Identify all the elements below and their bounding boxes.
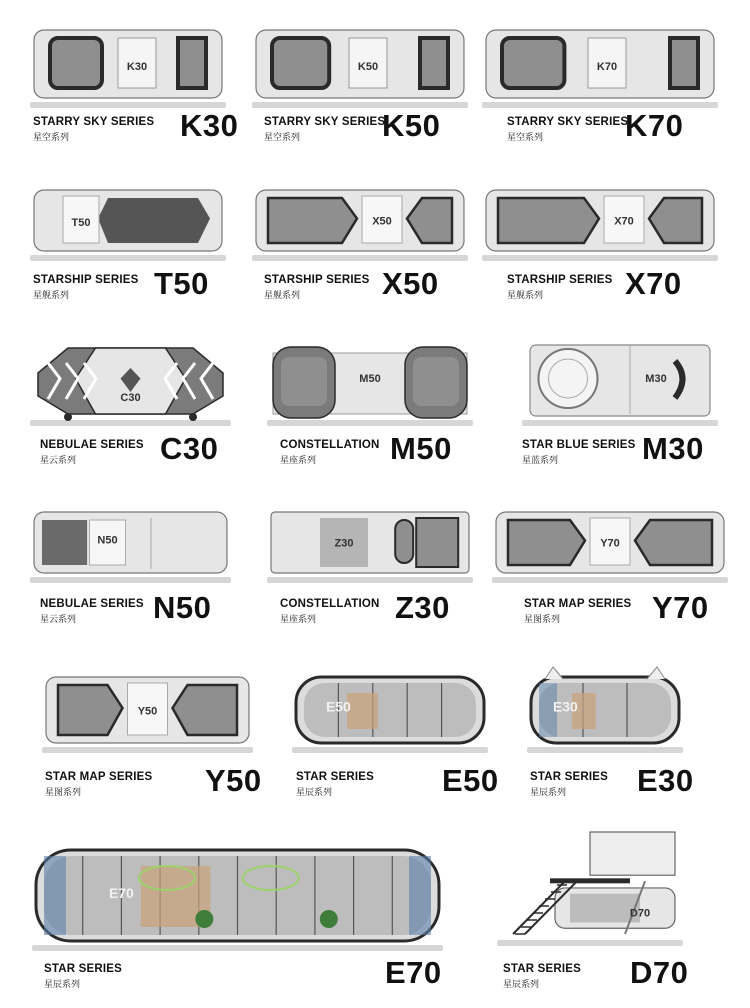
series-name-chinese: 星蓝系列: [522, 456, 559, 466]
pod-illustration: [28, 333, 233, 428]
pod-body: [292, 677, 488, 753]
series-name-chinese: 星图系列: [45, 788, 82, 798]
pod-illustration: [250, 178, 470, 263]
model-code: C30: [160, 431, 219, 466]
model-code: M50: [390, 431, 452, 466]
model-card-k30: [28, 18, 243, 168]
series-name-chinese: 星舰系列: [33, 291, 70, 301]
model-card-e50: [290, 665, 510, 800]
pod-illustration: [28, 500, 233, 585]
series-name-chinese: 星图系列: [524, 615, 561, 625]
pod-illustration: [265, 333, 475, 428]
pod-badge: X70: [614, 215, 634, 228]
model-code: D70: [630, 955, 689, 990]
series-name-chinese: 星空系列: [264, 133, 301, 143]
series-name: CONSTELLATION: [280, 439, 380, 451]
model-card-n50: [28, 500, 243, 630]
series-name: STAR SERIES: [530, 771, 609, 783]
pod-body: [30, 512, 231, 583]
pod-badge: K70: [596, 61, 618, 74]
pod-badge: Y70: [600, 537, 620, 550]
model-card-x50: [250, 178, 480, 308]
series-name: CONSTELLATION: [280, 598, 380, 610]
series-name: STARSHIP SERIES: [264, 274, 370, 286]
pod-body: [267, 512, 473, 583]
model-card-t50: [28, 178, 243, 308]
pod-body: [32, 850, 443, 951]
pod-body: [497, 832, 683, 946]
pod-illustration: [30, 838, 445, 953]
pod-body: [252, 30, 468, 108]
model-code: E70: [385, 955, 442, 990]
pod-body: [492, 512, 728, 583]
pod-illustration: [28, 18, 228, 110]
model-code: K50: [382, 108, 441, 143]
pod-body: [267, 347, 473, 426]
series-name-chinese: 星座系列: [280, 456, 317, 466]
series-name: NEBULAE SERIES: [40, 439, 144, 451]
series-name-chinese: 星云系列: [40, 456, 77, 466]
pod-badge: M30: [645, 373, 667, 386]
pod-badge: K30: [126, 61, 148, 74]
pod-body: [482, 190, 718, 261]
model-card-k50: [250, 18, 480, 168]
model-code: Z30: [395, 590, 450, 625]
model-code: Y50: [205, 763, 262, 798]
series-name: STARRY SKY SERIES: [507, 116, 629, 128]
model-card-k70: [480, 18, 725, 168]
model-card-m30: [520, 333, 735, 473]
pod-badge: Y50: [137, 705, 158, 718]
model-code: T50: [154, 266, 209, 301]
pod-body: [42, 677, 253, 753]
pod-badge: M50: [359, 373, 381, 386]
pod-illustration: [490, 500, 730, 585]
model-card-m50: [265, 333, 495, 473]
model-card-x70: [480, 178, 725, 308]
pod-illustration: [495, 828, 685, 948]
model-card-e70: [30, 838, 450, 998]
model-code: E30: [637, 763, 694, 798]
pod-illustration: [525, 665, 685, 755]
series-name-chinese: 星辰系列: [44, 980, 81, 990]
series-name-chinese: 星辰系列: [530, 788, 567, 798]
model-code: X70: [625, 266, 682, 301]
series-name: NEBULAE SERIES: [40, 598, 144, 610]
pod-badge: X50: [372, 215, 392, 228]
model-code: K30: [180, 108, 239, 143]
series-name-chinese: 星舰系列: [264, 291, 301, 301]
series-name: STAR SERIES: [44, 963, 123, 975]
pod-badge: C30: [120, 392, 141, 405]
pod-body: [30, 348, 231, 426]
series-name: STAR SERIES: [503, 963, 582, 975]
pod-body: [30, 30, 226, 108]
model-card-y70: [490, 500, 735, 630]
series-name: STARSHIP SERIES: [507, 274, 613, 286]
series-name: STARSHIP SERIES: [33, 274, 139, 286]
pod-badge: E50: [325, 698, 351, 715]
series-name: STARRY SKY SERIES: [33, 116, 155, 128]
pod-badge: E30: [552, 698, 578, 715]
pod-body: [252, 190, 468, 261]
model-card-y50: [40, 665, 280, 800]
series-name: STARRY SKY SERIES: [264, 116, 386, 128]
model-card-c30: [28, 333, 243, 473]
series-name-chinese: 星辰系列: [503, 980, 540, 990]
pod-illustration: [40, 665, 255, 755]
series-name: STAR MAP SERIES: [524, 598, 632, 610]
pod-badge: D70: [629, 907, 651, 920]
model-code: N50: [153, 590, 212, 625]
pod-badge: N50: [97, 534, 118, 547]
model-card-z30: [265, 500, 495, 630]
series-name-chinese: 星舰系列: [507, 291, 544, 301]
pod-illustration: [520, 333, 720, 428]
pod-illustration: [290, 665, 490, 755]
model-code: K70: [625, 108, 684, 143]
series-name-chinese: 星云系列: [40, 615, 77, 625]
model-code: M30: [642, 431, 704, 466]
pod-body: [527, 667, 683, 753]
series-name-chinese: 星辰系列: [296, 788, 333, 798]
pod-badge: K50: [357, 61, 379, 74]
model-code: E50: [442, 763, 499, 798]
pod-illustration: [28, 178, 228, 263]
pod-illustration: [480, 18, 720, 110]
pod-body: [482, 30, 718, 108]
model-card-e30: [525, 665, 725, 800]
series-name-chinese: 星空系列: [507, 133, 544, 143]
series-name: STAR MAP SERIES: [45, 771, 153, 783]
series-name: STAR BLUE SERIES: [522, 439, 636, 451]
series-name-chinese: 星座系列: [280, 615, 317, 625]
series-name-chinese: 星空系列: [33, 133, 70, 143]
pod-body: [30, 190, 226, 261]
model-card-d70: [495, 828, 725, 998]
pod-badge: Z30: [334, 537, 354, 550]
series-name: STAR SERIES: [296, 771, 375, 783]
pod-illustration: [480, 178, 720, 263]
pod-illustration: [250, 18, 470, 110]
model-code: X50: [382, 266, 439, 301]
pod-badge: T50: [71, 216, 91, 229]
pod-body: [522, 345, 718, 426]
model-code: Y70: [652, 590, 709, 625]
pod-illustration: [265, 500, 475, 585]
pod-badge: E70: [108, 885, 134, 902]
